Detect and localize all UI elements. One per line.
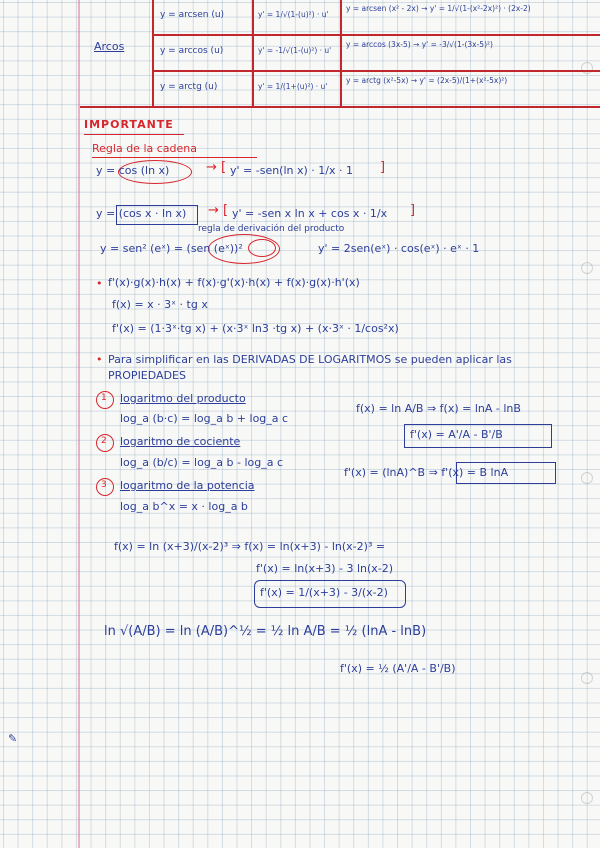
- bullet-glyph: •: [96, 353, 103, 366]
- importante-heading: IMPORTANTE: [84, 118, 174, 131]
- table-group-label: Arcos: [94, 40, 125, 53]
- example-line: f'(x) = ln(x+3) - 3 ln(x-2): [256, 562, 394, 575]
- highlight-circle: [248, 239, 276, 257]
- table-func-cell: y = arctg (u): [160, 82, 218, 92]
- pen-mark: ✎: [8, 732, 18, 745]
- binder-hole: [581, 62, 593, 74]
- heading-underline: [84, 134, 184, 135]
- binder-hole: [581, 262, 593, 274]
- regla-title: Regla de la cadena: [92, 142, 197, 155]
- property-formula: log_a (b·c) = log_a b + log_a c: [120, 412, 289, 425]
- property-number: 1: [101, 393, 107, 403]
- product-rule: f'(x)·g(x)·h(x) + f(x)·g'(x)·h(x) + f(x)·g(x)·h'(x): [108, 276, 360, 289]
- example-line: f'(x) = 1/(x+3) - 3/(x-2): [260, 586, 388, 599]
- table-deriv-cell: y' = 1/√(1-(u)²) · u': [258, 10, 329, 19]
- arrow-glyph: → [: [206, 160, 227, 175]
- logs-intro: Para simplificar en las DERIVADAS DE LOGARITMOS se pueden aplicar las PROPIEDADES: [108, 353, 512, 382]
- table-deriv-cell: y' = 1/(1+(u)²) · u': [258, 82, 328, 91]
- bracket-glyph: ]: [380, 160, 386, 175]
- table-example-cell: y = arcsen (x² - 2x) → y' = 1/√(1-(x²-2x)²) · (2x-2): [346, 4, 531, 13]
- binder-hole: [581, 792, 593, 804]
- example-func: y = sen² (eˣ) = (sen (eˣ))²: [100, 242, 243, 255]
- margin-line: [78, 0, 80, 848]
- bracket-glyph: ]: [410, 203, 416, 218]
- side-formula: f'(x) = (lnA)^B ⇒ f'(x) = B lnA: [344, 466, 509, 479]
- table-func-cell: y = arcsen (u): [160, 10, 225, 20]
- side-formula: f(x) = ln A/B ⇒ f(x) = lnA - lnB: [356, 402, 521, 415]
- example-deriv: y' = 2sen(eˣ) · cos(eˣ) · eˣ · 1: [318, 242, 480, 255]
- table-func-cell: y = arccos (u): [160, 46, 224, 56]
- binder-hole: [581, 672, 593, 684]
- regla-underline: [92, 157, 257, 158]
- property-formula: log_a (b/c) = log_a b - log_a c: [120, 456, 284, 469]
- bullet-glyph: •: [96, 277, 103, 290]
- property-number: 2: [101, 436, 107, 446]
- example-deriv: y' = -sen(ln x) · 1/x · 1: [230, 164, 353, 177]
- example-func: y = (cos x · ln x): [96, 207, 187, 220]
- binder-hole: [581, 472, 593, 484]
- f-derivative: f'(x) = (1·3ˣ·tg x) + (x·3ˣ ln3 ·tg x) + (x·3ˣ · 1/cos²x): [112, 322, 399, 335]
- table-example-cell: y = arccos (3x-5) → y' = -3/√(1-(3x-5)²): [346, 40, 493, 49]
- arrow-glyph: → [: [208, 203, 229, 218]
- side-formula: f'(x) = A'/A - B'/B: [410, 428, 503, 441]
- example-deriv: y' = -sen x ln x + cos x · 1/x: [232, 207, 388, 220]
- table-example-cell: y = arctg (x²-5x) → y' = (2x-5)/(1+(x²-5x)²): [346, 76, 508, 85]
- f-definition: f(x) = x · 3ˣ · tg x: [112, 298, 208, 311]
- property-formula: log_a b^x = x · log_a b: [120, 500, 248, 513]
- property-name: logaritmo del producto: [120, 392, 246, 405]
- example-func: y = cos (ln x): [96, 164, 170, 177]
- derivative-table: [80, 0, 580, 108]
- sqrt-line: ln √(A/B) = ln (A/B)^½ = ½ ln A/B = ½ (lnA - lnB): [104, 624, 427, 639]
- sqrt-deriv: f'(x) = ½ (A'/A - B'/B): [340, 662, 456, 675]
- property-name: logaritmo de la potencia: [120, 479, 255, 492]
- example-line: f(x) = ln (x+3)/(x-2)³ ⇒ f(x) = ln(x+3) - ln(x-2)³ =: [114, 540, 386, 553]
- product-rule-note: regla de derivación del producto: [198, 224, 345, 234]
- property-number: 3: [101, 480, 107, 490]
- property-name: logaritmo de cociente: [120, 435, 241, 448]
- table-deriv-cell: y' = -1/√(1-(u)²) · u': [258, 46, 332, 55]
